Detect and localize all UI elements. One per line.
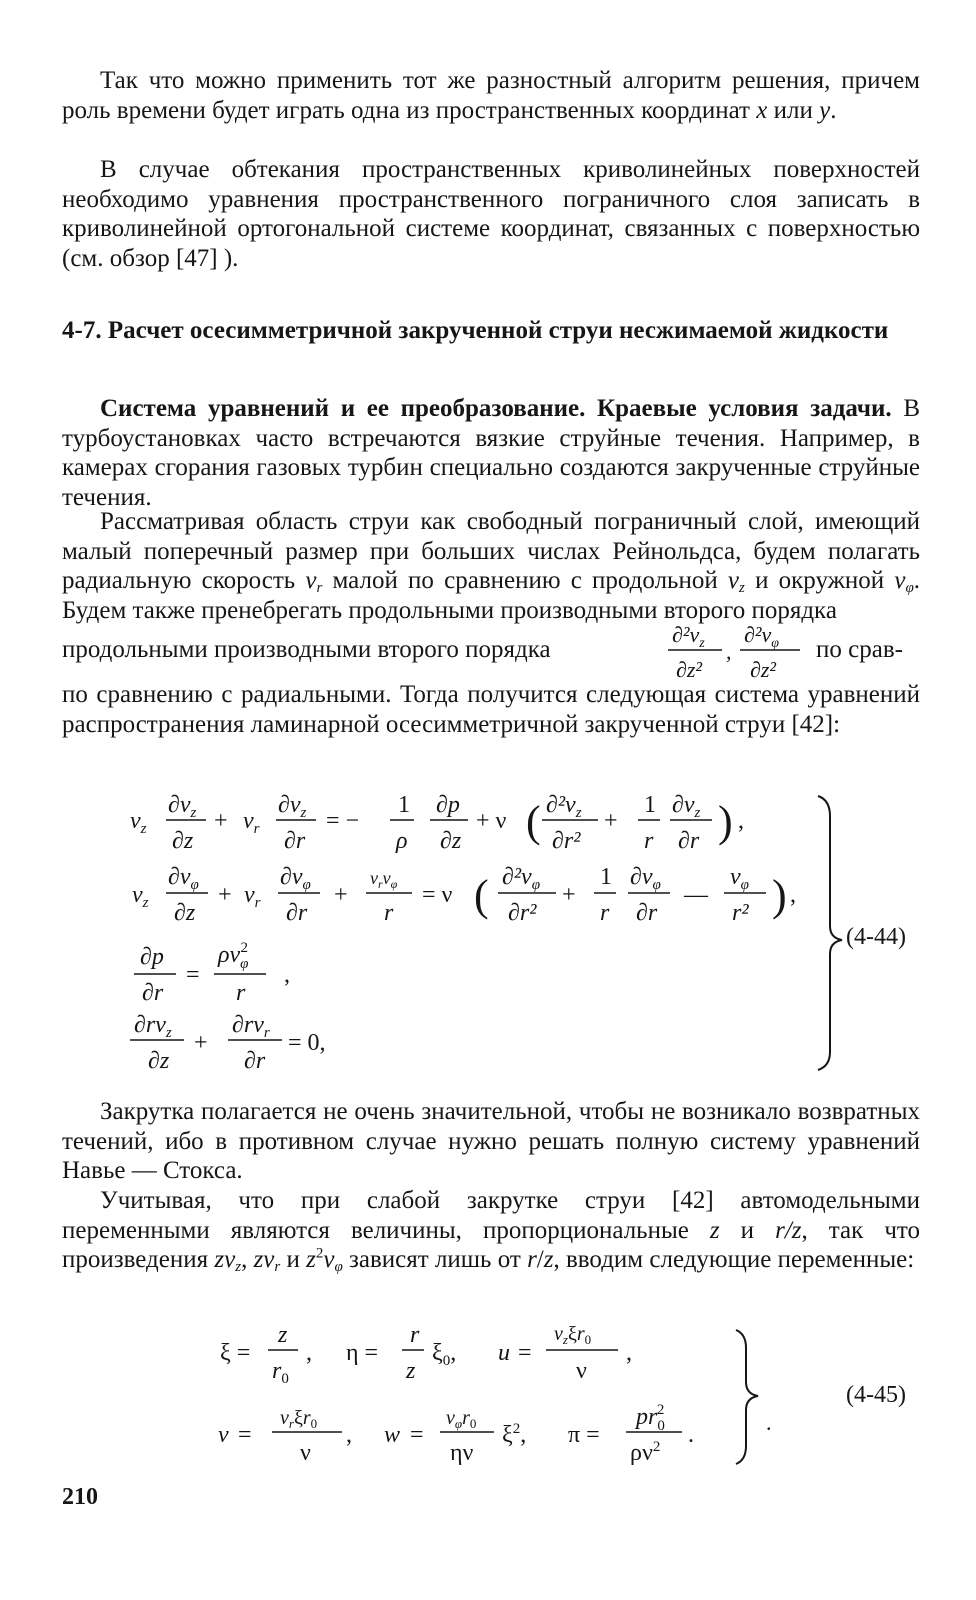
svg-text:pr02: $pr_02$	[636, 1402, 665, 1434]
runin-heading: Система уравнений и ее преобразование. Краевые условия задачи.	[100, 395, 892, 422]
svg-text:ν: ν	[576, 1358, 587, 1384]
svg-text:r²: r²	[732, 900, 749, 926]
paragraph-5-text: Закрутка полагается не очень значительной, чтобы не возникало возвратных течений, ибо в противном случае нужно решать полную систему уравнений Навье — Стокса.	[62, 1098, 920, 1185]
svg-text:∂²vz: $\partial^2v_z$	[546, 792, 582, 821]
svg-text:η =: η =	[346, 1340, 379, 1366]
svg-text:r: r	[600, 900, 610, 926]
svg-text:∂z²: ∂z²	[750, 657, 777, 682]
svg-text:= 0,: = 0,	[288, 1030, 326, 1056]
paragraph-3-text: В турбоустановках часто встречаются вязкие струйные течения. Например, в камерах сгорания газовых турбин специально создаются закрученные струйные течения.	[62, 395, 920, 511]
svg-text:,: ,	[790, 882, 796, 908]
svg-text:vrvφ: $v_rv_\varphi$	[370, 868, 398, 891]
svg-text:vφ: $v_\varphi$	[730, 864, 749, 893]
svg-text:1: 1	[600, 864, 612, 890]
svg-text:ξ0,: $\xi_0$,	[432, 1340, 457, 1369]
paragraph-4-tail: по срав-	[816, 636, 903, 663]
section-title: 4-7. Расчет осесимметричной закрученной струи несжимаемой жидкости	[62, 317, 889, 344]
svg-text:r: r	[384, 900, 394, 926]
var-y: y	[819, 96, 831, 124]
svg-text:w: w	[384, 1422, 401, 1448]
svg-text:,: ,	[626, 1340, 632, 1366]
svg-text:∂vφ: $\partial v_\varphi$	[630, 864, 661, 893]
svg-text:,: ,	[738, 808, 744, 834]
var-z: z	[709, 1216, 720, 1244]
paragraph-4a: Рассматривая область струи как свободный пограничный слой, имеющий малый поперечный размер при больших числах Рейнольдса, будем полагать радиальную скорость $v_r$ малой по сравнению с продольной $v_z$ и окружной $v_\varphi$. Будем также пренебрегать продольными производными второго порядка	[62, 508, 921, 624]
svg-text:∂r: ∂r	[636, 900, 658, 926]
svg-text:ν: ν	[300, 1440, 311, 1466]
var-r-over-z: r/z	[775, 1216, 802, 1244]
paragraph-4-text-2: малой по сравнению с продольной	[332, 567, 718, 595]
svg-text:∂vz: $\partial v_z$	[672, 792, 701, 821]
svg-text:=: =	[186, 962, 200, 988]
svg-text:∂rvz: $\partial rv_z$	[134, 1012, 172, 1041]
svg-text:∂p: ∂p	[140, 944, 164, 970]
svg-text:.: .	[766, 1410, 772, 1435]
svg-text:∂r: ∂r	[142, 980, 164, 1006]
svg-text:z: z	[406, 1358, 416, 1384]
svg-text:ρ: ρ	[396, 828, 408, 854]
svg-text:∂vz: $\partial v_z$	[168, 792, 197, 821]
svg-text:vφr0: $v_\varphi r_0$	[446, 1407, 477, 1431]
svg-text:,: ,	[306, 1340, 312, 1366]
svg-text:): )	[718, 797, 733, 846]
equation-number-4-44: (4-44)	[846, 924, 906, 950]
svg-text:∂²vφ: $\partial^2v_\varphi$	[502, 864, 541, 893]
svg-text:+: +	[334, 882, 348, 908]
word-and-1: и	[740, 1216, 755, 1244]
paragraph-4-text-4: . Будем также пренебрегать продольными производными второго порядка	[62, 567, 921, 624]
svg-text:r0: $r_0$	[272, 1358, 289, 1387]
svg-text:(: (	[526, 797, 541, 846]
svg-text:vzξr0: $v_z\xi r_0$	[554, 1323, 592, 1347]
svg-text:∂r: ∂r	[678, 828, 700, 854]
svg-text:ρvφ2: $\rho v_\varphi 2$	[218, 940, 249, 972]
svg-text:∂z: ∂z	[148, 1048, 170, 1074]
word-or: или	[773, 96, 813, 124]
svg-text:ρν2: $\rho\nu^2$	[630, 1439, 661, 1466]
svg-text:π =: π =	[568, 1422, 600, 1448]
svg-text:∂²vφ: $\partial^2v_\varphi$	[744, 622, 779, 651]
svg-text:∂r²: ∂r²	[508, 900, 537, 926]
svg-text:∂z: ∂z	[440, 828, 462, 854]
svg-text:∂z: ∂z	[174, 900, 196, 926]
svg-text:=: =	[238, 1422, 252, 1448]
svg-text:+: +	[218, 882, 232, 908]
svg-text:vr: $v_r$	[243, 808, 260, 837]
svg-text:+ ν: + ν	[476, 808, 507, 834]
svg-text:∂z: ∂z	[172, 828, 194, 854]
svg-text:ξ =: ξ =	[220, 1340, 251, 1366]
svg-text:∂r²: ∂r²	[552, 828, 581, 854]
paragraph-6-text-1: Учитывая, что при слабой закрутке струи [42] автомодельными переменными являются величины, пропорциональные	[62, 1187, 920, 1244]
svg-text:r: r	[410, 1322, 420, 1348]
paragraph-4-text-3: и окружной	[755, 567, 885, 595]
paragraph-6-text-4: , вводим следующие переменные:	[553, 1246, 915, 1274]
svg-text:∂²vz: $\partial^2v_z$	[672, 622, 705, 651]
svg-text:∂r: ∂r	[286, 900, 308, 926]
svg-text:1: 1	[644, 792, 656, 818]
paragraph-4-lead: продольными производными второго порядка	[62, 636, 551, 663]
paragraph-6-text-3: зависят лишь от	[349, 1246, 521, 1274]
svg-text:r: r	[644, 828, 654, 854]
paragraph-1: Так что можно применить тот же разностный алгоритм решения, причем роль времени будет играть одна из пространственных координат x или y.	[62, 67, 920, 124]
paragraph-6-text-2: , так что произведения	[62, 1216, 920, 1274]
svg-text:,: ,	[284, 962, 290, 988]
paragraph-2-text: В случае обтекания пространственных криволинейных поверхностей необходимо уравнения пространственного пограничного слоя записать в криволинейной ортогональной системе координат, связанных с поверхностью (см. обзор [47] ).	[62, 156, 920, 272]
svg-text:z: z	[278, 1322, 288, 1348]
svg-text:vz: $v_z$	[130, 808, 147, 837]
svg-text:= −: = −	[326, 808, 360, 834]
word-and-2: и	[286, 1246, 300, 1274]
svg-text:+: +	[194, 1030, 208, 1056]
svg-text:r: r	[236, 980, 246, 1006]
page-number: 210	[62, 1484, 98, 1510]
svg-text:,: ,	[346, 1422, 352, 1448]
svg-text:,: ,	[726, 639, 732, 664]
var-x: x	[756, 96, 768, 124]
svg-text:+: +	[562, 882, 576, 908]
svg-text:ην: ην	[450, 1440, 474, 1466]
svg-text:u: u	[498, 1340, 510, 1366]
paragraph-4-text-5: по сравнению с радиальными. Тогда получится следующая система уравнений распространения ламинарной осесимметричной закрученной струи [42]:	[62, 681, 920, 738]
svg-text:∂vφ: $\partial v_\varphi$	[168, 864, 199, 893]
svg-text:∂r: ∂r	[244, 1048, 266, 1074]
svg-text:): )	[772, 871, 787, 920]
svg-text:ξ2,: $\xi^2$,	[502, 1421, 527, 1448]
svg-text:vr: $v_r$	[244, 882, 261, 911]
svg-text:1: 1	[398, 792, 410, 818]
svg-text:=: =	[410, 1422, 424, 1448]
svg-text:∂z²: ∂z²	[676, 657, 703, 682]
svg-text:v: v	[218, 1422, 229, 1448]
svg-text:vrξr0: $v_r\xi r_0$	[280, 1407, 318, 1431]
svg-text:+: +	[604, 808, 618, 834]
svg-text:.: .	[688, 1422, 694, 1448]
svg-text:∂vz: $\partial v_z$	[278, 792, 307, 821]
svg-text:—: —	[684, 882, 708, 908]
svg-text:∂vφ: $\partial v_\varphi$	[280, 864, 311, 893]
svg-text:vz: $v_z$	[132, 882, 149, 911]
svg-text:=: =	[518, 1340, 532, 1366]
svg-text:(: (	[474, 871, 489, 920]
svg-text:∂r: ∂r	[284, 828, 306, 854]
paragraph-6: Учитывая, что при слабой закрутке струи [42] автомодельными переменными являются величины, пропорциональные z и r/z, так что произведения $zv_z$, $zv_r$ и $z^2v_\varphi$ зависят лишь от r/z, вводим следующие переменные:	[62, 1187, 920, 1276]
svg-text:∂p: ∂p	[436, 792, 460, 818]
equation-number-4-45: (4-45)	[846, 1382, 906, 1408]
svg-text:= ν: = ν	[422, 882, 453, 908]
svg-text:+: +	[214, 808, 228, 834]
svg-text:∂rvr: $\partial rv_r$	[232, 1012, 270, 1041]
paragraph-4-text-1: Рассматривая область струи как свободный пограничный слой, имеющий малый поперечный размер при больших числах Рейнольдса, будем полагать радиальную скорость	[62, 508, 920, 595]
paragraph-1-text: Так что можно применить тот же разностный алгоритм решения, причем роль времени будет играть одна из пространственных координат	[62, 67, 920, 124]
